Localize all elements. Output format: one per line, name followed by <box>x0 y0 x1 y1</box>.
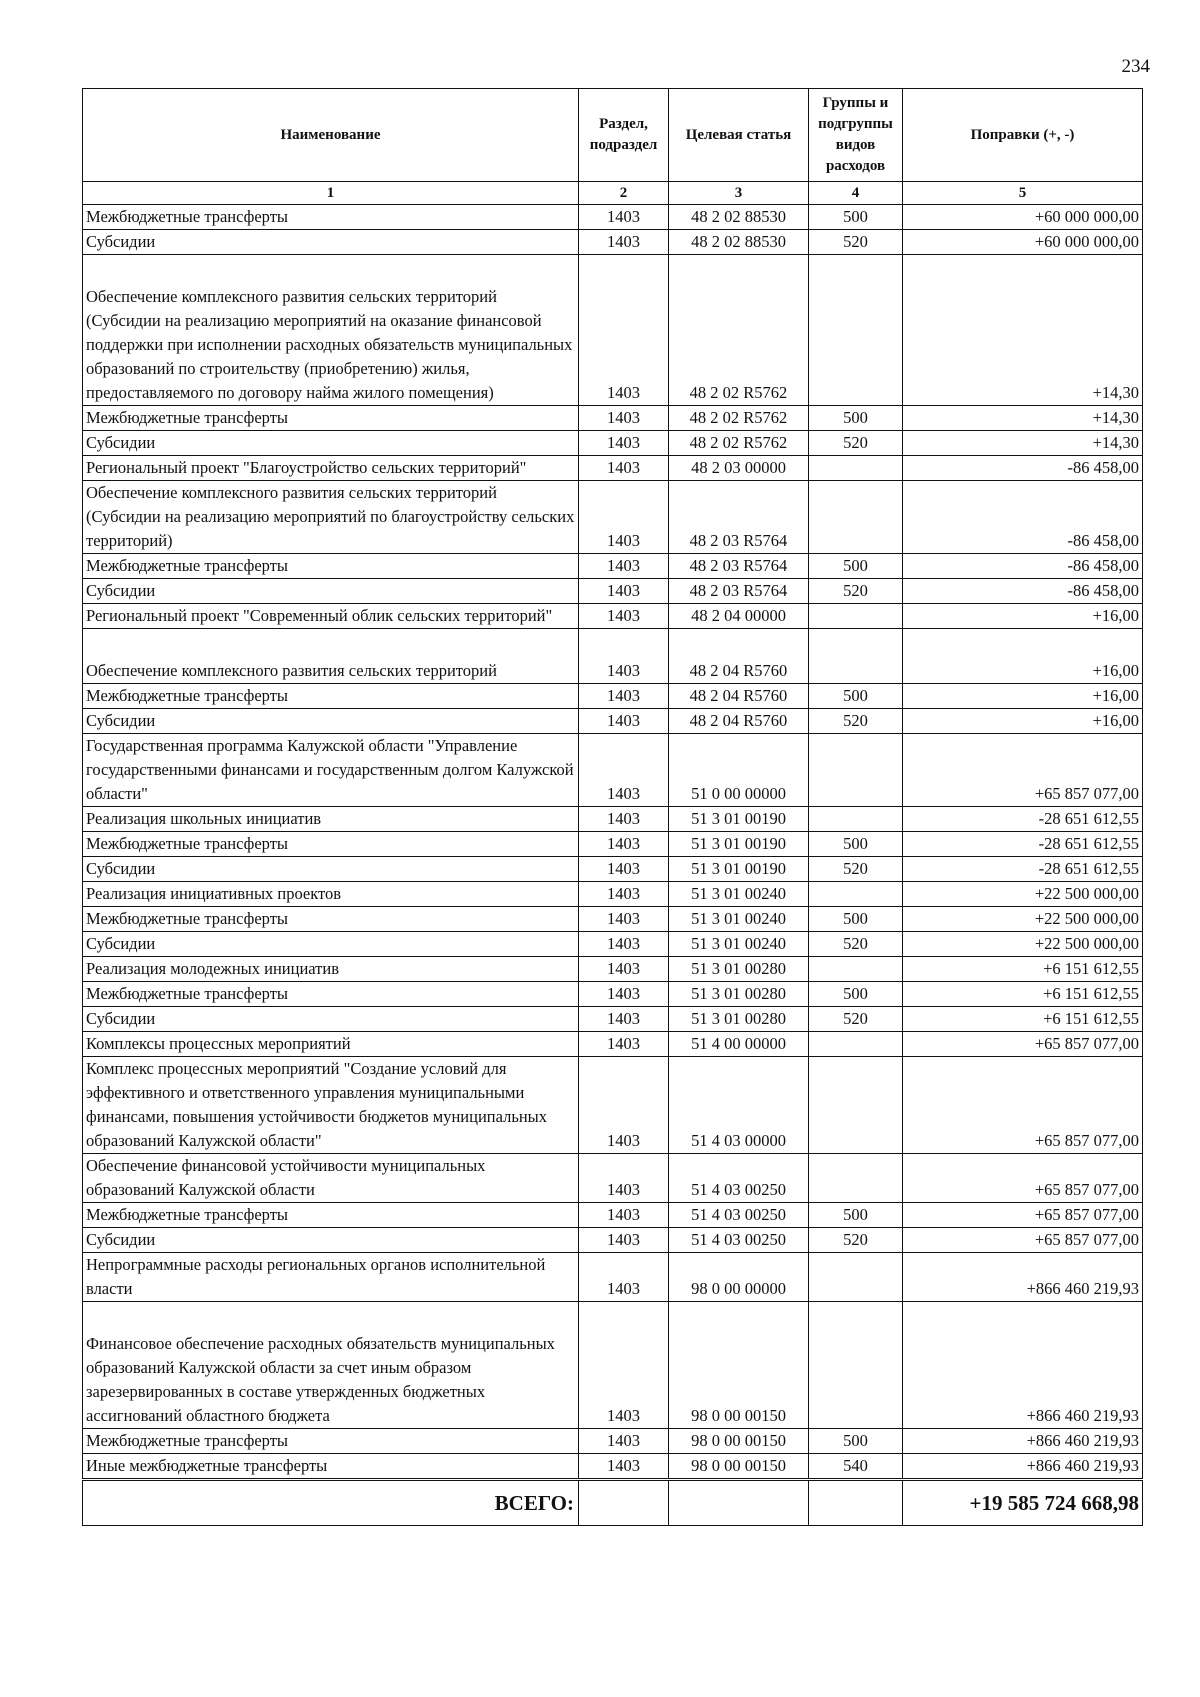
row-expense-group <box>809 807 903 832</box>
row-amount: +16,00 <box>903 709 1143 734</box>
row-amount: +866 460 219,93 <box>903 1302 1143 1429</box>
row-section: 1403 <box>579 882 669 907</box>
row-expense-group: 500 <box>809 406 903 431</box>
row-target-article: 48 2 04 R5760 <box>669 629 809 684</box>
row-expense-group <box>809 1057 903 1154</box>
table-row <box>83 1203 1143 1228</box>
row-target-article: 48 2 04 R5760 <box>669 684 809 709</box>
row-name: Комплексы процессных мероприятий <box>83 1032 579 1057</box>
row-target-article: 48 2 03 R5764 <box>669 481 809 554</box>
column-number: 3 <box>669 182 809 205</box>
row-target-article: 51 3 01 00280 <box>669 1007 809 1032</box>
row-section: 1403 <box>579 932 669 957</box>
row-target-article: 48 2 04 R5760 <box>669 709 809 734</box>
row-target-article: 51 3 01 00190 <box>669 857 809 882</box>
row-expense-group: 500 <box>809 1429 903 1454</box>
row-name: Реализация инициативных проектов <box>83 882 579 907</box>
row-section: 1403 <box>579 907 669 932</box>
row-section: 1403 <box>579 1032 669 1057</box>
row-expense-group: 520 <box>809 1007 903 1032</box>
row-section: 1403 <box>579 481 669 554</box>
row-expense-group <box>809 255 903 406</box>
row-target-article: 98 0 00 00150 <box>669 1429 809 1454</box>
column-number-row <box>83 182 1143 205</box>
table-row <box>83 1154 1143 1203</box>
table-row <box>83 1253 1143 1302</box>
row-section: 1403 <box>579 205 669 230</box>
row-expense-group: 500 <box>809 205 903 230</box>
row-amount: +65 857 077,00 <box>903 1057 1143 1154</box>
row-name: Межбюджетные трансферты <box>83 684 579 709</box>
table-row <box>83 1057 1143 1154</box>
table-row <box>83 579 1143 604</box>
row-amount: +866 460 219,93 <box>903 1429 1143 1454</box>
row-name: Межбюджетные трансферты <box>83 1429 579 1454</box>
row-section: 1403 <box>579 554 669 579</box>
row-amount: +60 000 000,00 <box>903 205 1143 230</box>
row-expense-group: 520 <box>809 431 903 456</box>
row-target-article: 98 0 00 00150 <box>669 1302 809 1429</box>
row-amount: -28 651 612,55 <box>903 832 1143 857</box>
row-name: Межбюджетные трансферты <box>83 1203 579 1228</box>
row-name: Государственная программа Калужской области "Управление государственными финансами и государственным долгом Калужской области" <box>83 734 579 807</box>
row-section: 1403 <box>579 604 669 629</box>
row-expense-group: 520 <box>809 230 903 255</box>
row-expense-group <box>809 481 903 554</box>
row-name: Субсидии <box>83 932 579 957</box>
row-name: Обеспечение финансовой устойчивости муниципальных образований Калужской области <box>83 1154 579 1203</box>
row-target-article: 51 3 01 00240 <box>669 907 809 932</box>
row-name: Субсидии <box>83 579 579 604</box>
table-row <box>83 1302 1143 1429</box>
row-target-article: 48 2 03 R5764 <box>669 579 809 604</box>
header-groups: Группы и подгруппы видов расходов <box>809 89 903 182</box>
row-section: 1403 <box>579 456 669 481</box>
row-name: Реализация школьных инициатив <box>83 807 579 832</box>
header-target: Целевая статья <box>669 89 809 182</box>
row-amount: +14,30 <box>903 406 1143 431</box>
row-target-article: 98 0 00 00000 <box>669 1253 809 1302</box>
table-row <box>83 807 1143 832</box>
row-amount: +65 857 077,00 <box>903 734 1143 807</box>
header-amount: Поправки (+, -) <box>903 89 1143 182</box>
row-name: Комплекс процессных мероприятий "Создание условий для эффективного и ответственного управления муниципальными финансами, повышения устойчивости бюджетов муниципальных образований Калужской области" <box>83 1057 579 1154</box>
row-section: 1403 <box>579 1454 669 1480</box>
row-name: Непрограммные расходы региональных органов исполнительной власти <box>83 1253 579 1302</box>
table-row <box>83 481 1143 554</box>
row-name: Региональный проект "Современный облик сельских территорий" <box>83 604 579 629</box>
row-target-article: 48 2 03 00000 <box>669 456 809 481</box>
row-expense-group <box>809 882 903 907</box>
row-target-article: 48 2 04 00000 <box>669 604 809 629</box>
row-section: 1403 <box>579 230 669 255</box>
row-section: 1403 <box>579 255 669 406</box>
budget-amendments-table <box>82 88 1143 1526</box>
row-name: Обеспечение комплексного развития сельских территорий (Субсидии на реализацию мероприятий на оказание финансовой поддержки при исполнении расходных обязательств муниципальных образований по строительству (приобретению) жилья, предоставляемого по договору найма жилого помещения) <box>83 255 579 406</box>
row-name: Субсидии <box>83 431 579 456</box>
row-amount: +65 857 077,00 <box>903 1032 1143 1057</box>
row-amount: -86 458,00 <box>903 456 1143 481</box>
total-empty-cell <box>809 1480 903 1526</box>
row-target-article: 51 0 00 00000 <box>669 734 809 807</box>
row-target-article: 48 2 02 R5762 <box>669 255 809 406</box>
table-row <box>83 205 1143 230</box>
row-name: Обеспечение комплексного развития сельских территорий <box>83 629 579 684</box>
row-amount: +65 857 077,00 <box>903 1203 1143 1228</box>
total-empty-cell <box>579 1480 669 1526</box>
row-section: 1403 <box>579 431 669 456</box>
row-expense-group: 520 <box>809 932 903 957</box>
table-row <box>83 857 1143 882</box>
row-target-article: 51 3 01 00280 <box>669 982 809 1007</box>
row-amount: +16,00 <box>903 604 1143 629</box>
row-name: Региональный проект "Благоустройство сельских территорий" <box>83 456 579 481</box>
row-target-article: 51 3 01 00240 <box>669 932 809 957</box>
row-section: 1403 <box>579 1154 669 1203</box>
total-label: ВСЕГО: <box>83 1480 579 1526</box>
row-name: Межбюджетные трансферты <box>83 907 579 932</box>
row-expense-group <box>809 734 903 807</box>
row-name: Межбюджетные трансферты <box>83 982 579 1007</box>
row-amount: +65 857 077,00 <box>903 1154 1143 1203</box>
row-name: Субсидии <box>83 230 579 255</box>
row-amount: +22 500 000,00 <box>903 882 1143 907</box>
column-number: 1 <box>83 182 579 205</box>
row-expense-group <box>809 957 903 982</box>
header-name: Наименование <box>83 89 579 182</box>
row-section: 1403 <box>579 1203 669 1228</box>
table-row <box>83 734 1143 807</box>
row-section: 1403 <box>579 982 669 1007</box>
row-name: Субсидии <box>83 1228 579 1253</box>
row-target-article: 98 0 00 00150 <box>669 1454 809 1480</box>
row-section: 1403 <box>579 579 669 604</box>
row-section: 1403 <box>579 406 669 431</box>
table-row <box>83 456 1143 481</box>
row-expense-group: 520 <box>809 857 903 882</box>
row-expense-group: 500 <box>809 907 903 932</box>
column-number: 5 <box>903 182 1143 205</box>
row-expense-group: 500 <box>809 832 903 857</box>
table-row <box>83 604 1143 629</box>
row-section: 1403 <box>579 1429 669 1454</box>
table-row <box>83 1228 1143 1253</box>
row-amount: -86 458,00 <box>903 481 1143 554</box>
row-expense-group <box>809 456 903 481</box>
row-target-article: 51 3 01 00280 <box>669 957 809 982</box>
row-expense-group: 520 <box>809 709 903 734</box>
row-amount: +16,00 <box>903 629 1143 684</box>
row-expense-group <box>809 1253 903 1302</box>
row-target-article: 51 3 01 00190 <box>669 807 809 832</box>
row-expense-group: 500 <box>809 1203 903 1228</box>
table-row <box>83 406 1143 431</box>
row-target-article: 51 4 03 00250 <box>669 1154 809 1203</box>
table-row <box>83 982 1143 1007</box>
row-name: Межбюджетные трансферты <box>83 205 579 230</box>
row-section: 1403 <box>579 1007 669 1032</box>
row-name: Субсидии <box>83 1007 579 1032</box>
table-row <box>83 431 1143 456</box>
table-row <box>83 554 1143 579</box>
row-target-article: 51 4 00 00000 <box>669 1032 809 1057</box>
row-target-article: 48 2 02 88530 <box>669 230 809 255</box>
row-name: Межбюджетные трансферты <box>83 554 579 579</box>
column-number: 2 <box>579 182 669 205</box>
table-row <box>83 957 1143 982</box>
row-target-article: 48 2 02 R5762 <box>669 406 809 431</box>
row-amount: +6 151 612,55 <box>903 1007 1143 1032</box>
row-expense-group: 540 <box>809 1454 903 1480</box>
row-expense-group <box>809 1302 903 1429</box>
row-amount: +14,30 <box>903 431 1143 456</box>
table-row <box>83 832 1143 857</box>
table-row <box>83 1454 1143 1480</box>
total-row <box>83 1480 1143 1526</box>
row-expense-group <box>809 629 903 684</box>
row-expense-group <box>809 1032 903 1057</box>
row-section: 1403 <box>579 1253 669 1302</box>
row-amount: +22 500 000,00 <box>903 907 1143 932</box>
row-amount: +60 000 000,00 <box>903 230 1143 255</box>
row-target-article: 51 3 01 00190 <box>669 832 809 857</box>
table-header-row <box>83 89 1143 182</box>
row-expense-group <box>809 604 903 629</box>
row-amount: -86 458,00 <box>903 579 1143 604</box>
row-amount: -86 458,00 <box>903 554 1143 579</box>
row-amount: +22 500 000,00 <box>903 932 1143 957</box>
row-name: Субсидии <box>83 709 579 734</box>
column-number: 4 <box>809 182 903 205</box>
row-section: 1403 <box>579 1302 669 1429</box>
table-row <box>83 230 1143 255</box>
row-target-article: 51 3 01 00240 <box>669 882 809 907</box>
row-expense-group: 520 <box>809 579 903 604</box>
page-number: 234 <box>1121 56 1150 77</box>
table-row <box>83 907 1143 932</box>
row-amount: +14,30 <box>903 255 1143 406</box>
row-amount: -28 651 612,55 <box>903 807 1143 832</box>
row-amount: +6 151 612,55 <box>903 957 1143 982</box>
row-name: Финансовое обеспечение расходных обязательств муниципальных образований Калужской области за счет иным образом зарезервированных в составе утвержденных бюджетных ассигнований областного бюджета <box>83 1302 579 1429</box>
row-target-article: 51 4 03 00000 <box>669 1057 809 1154</box>
table-row <box>83 255 1143 406</box>
table-row <box>83 1032 1143 1057</box>
row-target-article: 48 2 02 R5762 <box>669 431 809 456</box>
row-section: 1403 <box>579 734 669 807</box>
row-expense-group: 500 <box>809 982 903 1007</box>
row-section: 1403 <box>579 1228 669 1253</box>
table-row <box>83 882 1143 907</box>
row-section: 1403 <box>579 807 669 832</box>
table-row <box>83 1429 1143 1454</box>
row-target-article: 51 4 03 00250 <box>669 1203 809 1228</box>
table-row <box>83 1007 1143 1032</box>
row-section: 1403 <box>579 832 669 857</box>
row-expense-group: 500 <box>809 684 903 709</box>
row-expense-group <box>809 1154 903 1203</box>
total-amount: +19 585 724 668,98 <box>903 1480 1143 1526</box>
header-section: Раздел, подраздел <box>579 89 669 182</box>
row-target-article: 48 2 02 88530 <box>669 205 809 230</box>
table-row <box>83 709 1143 734</box>
row-amount: +866 460 219,93 <box>903 1454 1143 1480</box>
row-target-article: 48 2 03 R5764 <box>669 554 809 579</box>
row-section: 1403 <box>579 684 669 709</box>
row-target-article: 51 4 03 00250 <box>669 1228 809 1253</box>
row-amount: -28 651 612,55 <box>903 857 1143 882</box>
row-section: 1403 <box>579 857 669 882</box>
row-name: Иные межбюджетные трансферты <box>83 1454 579 1480</box>
row-name: Межбюджетные трансферты <box>83 406 579 431</box>
row-expense-group: 500 <box>809 554 903 579</box>
row-amount: +866 460 219,93 <box>903 1253 1143 1302</box>
total-empty-cell <box>669 1480 809 1526</box>
row-amount: +16,00 <box>903 684 1143 709</box>
row-section: 1403 <box>579 1057 669 1154</box>
row-section: 1403 <box>579 629 669 684</box>
row-amount: +6 151 612,55 <box>903 982 1143 1007</box>
row-section: 1403 <box>579 957 669 982</box>
row-name: Обеспечение комплексного развития сельских территорий (Субсидии на реализацию мероприятий по благоустройству сельских территорий) <box>83 481 579 554</box>
table-row <box>83 629 1143 684</box>
table-row <box>83 932 1143 957</box>
row-name: Субсидии <box>83 857 579 882</box>
row-name: Межбюджетные трансферты <box>83 832 579 857</box>
row-name: Реализация молодежных инициатив <box>83 957 579 982</box>
row-section: 1403 <box>579 709 669 734</box>
table-row <box>83 684 1143 709</box>
row-expense-group: 520 <box>809 1228 903 1253</box>
row-amount: +65 857 077,00 <box>903 1228 1143 1253</box>
